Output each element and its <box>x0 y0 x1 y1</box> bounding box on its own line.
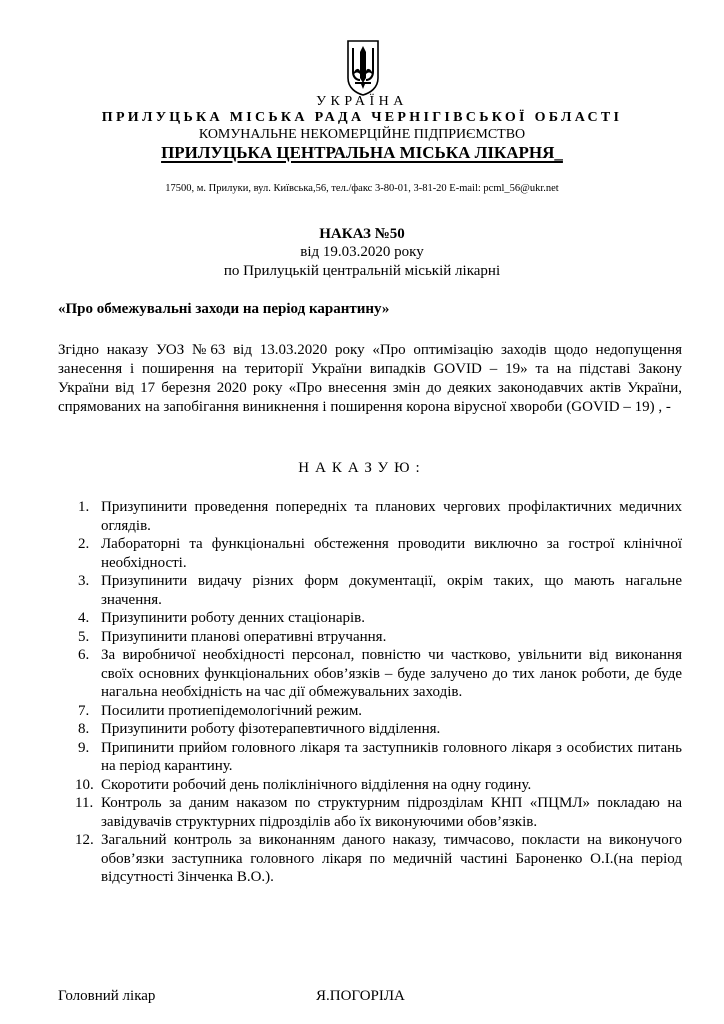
item-number: 10. <box>75 776 94 793</box>
hospital-name-text: ПРИЛУЦЬКА ЦЕНТРАЛЬНА МІСЬКА ЛІКАРНЯ_ <box>161 143 563 162</box>
item-number: 6. <box>78 647 90 663</box>
list-item <box>78 572 682 609</box>
item-number: 7. <box>78 702 90 719</box>
city-council-name: ПРИЛУЦЬКА МІСЬКА РАДА ЧЕРНІГІВСЬКОЇ ОБЛАСТІ <box>101 110 623 125</box>
signatory-name: Я.ПОГОРІЛА <box>316 988 405 1004</box>
item-text: Посилити протиепідемологічний режим. <box>101 702 363 719</box>
enterprise-type: КОМУНАЛЬНЕ НЕКОМЕРЦІЙНЕ ПІДПРИЄМСТВО <box>198 127 526 142</box>
item-text: Призупинити роботу денних стаціонарів. <box>101 610 366 626</box>
item-text: Призупинити видачу різних форм документації, окрім таких, що мають нагальне значення. <box>101 573 682 608</box>
contact-address: 17500, м. Прилуки, вул. Київська,56, тел./факс 3-80-01, 3-81-20 E-mail: pcml_56@ukr.net <box>165 183 559 194</box>
list-item <box>75 776 682 795</box>
item-text: Припинити прийом головного лікаря та заступників головного лікаря з особистих питань на період карантину. <box>101 739 682 774</box>
order-organization: по Прилуцькій центральній міській лікарні <box>223 263 501 279</box>
order-title: НАКАЗ №50 <box>319 226 405 242</box>
item-number: 8. <box>78 721 90 737</box>
item-number: 4. <box>78 610 90 626</box>
item-number: 3. <box>78 573 90 589</box>
order-items-list <box>75 498 682 887</box>
list-item <box>78 739 682 776</box>
item-number: 5. <box>78 628 90 645</box>
list-item <box>78 628 682 647</box>
item-text: За виробничої необхідності персонал, повністю чи частково, увільнити від виконання своїх основних функціональних обов’язків – буде залучено до тих ланок роботи, де буде нагальна необхідність на час дії обмежувальних заходів. <box>101 647 682 700</box>
item-text: Призупинити проведення попередніх та планових чергових профілактичних медичних оглядів. <box>101 499 682 534</box>
trident-coat-of-arms-icon <box>345 38 381 96</box>
item-number: 1. <box>78 499 90 515</box>
list-item <box>75 794 682 831</box>
item-number: 9. <box>78 739 90 756</box>
item-number: 2. <box>78 536 90 552</box>
item-text: Загальний контроль за виконанням даного наказу, тимчасово, покласти на виконучого обов’язки заступника головного лікаря по медичній частині Бароненко О.І.(на період відсутності Зінченка В.О.). <box>101 832 682 885</box>
list-item <box>75 831 682 887</box>
item-text: Лабораторні та функціональні обстеження проводити виключно за гострої клінічної необхідності. <box>101 536 682 571</box>
order-date: від 19.03.2020 року <box>300 244 424 260</box>
decree-heading: НАКАЗУЮ: <box>298 460 426 476</box>
order-subject: «Про обмежувальні заходи на період карантину» <box>58 301 390 317</box>
list-item <box>78 498 682 535</box>
list-item <box>78 720 682 739</box>
signatory-title: Головний лікар <box>58 988 156 1004</box>
list-item <box>78 609 682 628</box>
item-text: Контроль за даним наказом по структурним підрозділам КНП «ПЦМЛ» покладаю на завідувачів структурних підрозділів або їх виконуючими обов’язків. <box>101 795 682 830</box>
country-name: УКРАЇНА <box>316 94 408 109</box>
item-text: Призупинити роботу фізотерапевтичного відділення. <box>101 721 441 737</box>
list-item <box>78 535 682 572</box>
item-text: Скоротити робочий день поліклінічного відділення на одну годину. <box>101 776 532 793</box>
item-number: 11. <box>75 795 94 811</box>
list-item <box>78 646 682 702</box>
item-text: Призупинити планові оперативні втручання. <box>101 628 387 645</box>
preamble-paragraph: Згідно наказу УОЗ №63 від 13.03.2020 року «Про оптимізацію заходів щодо недопущення занесення і поширення на території України випадків GOVID – 19» та на підставі Закону України від 17 березня 2020 року «Про внесення змін до деяких законодавчих актів України, спрямованих на запобігання виникнення і поширення корона вірусної хвороби (GOVID – 19) , - <box>58 342 682 415</box>
list-item <box>78 702 682 721</box>
item-number: 12. <box>75 832 94 848</box>
hospital-name <box>0 143 724 163</box>
